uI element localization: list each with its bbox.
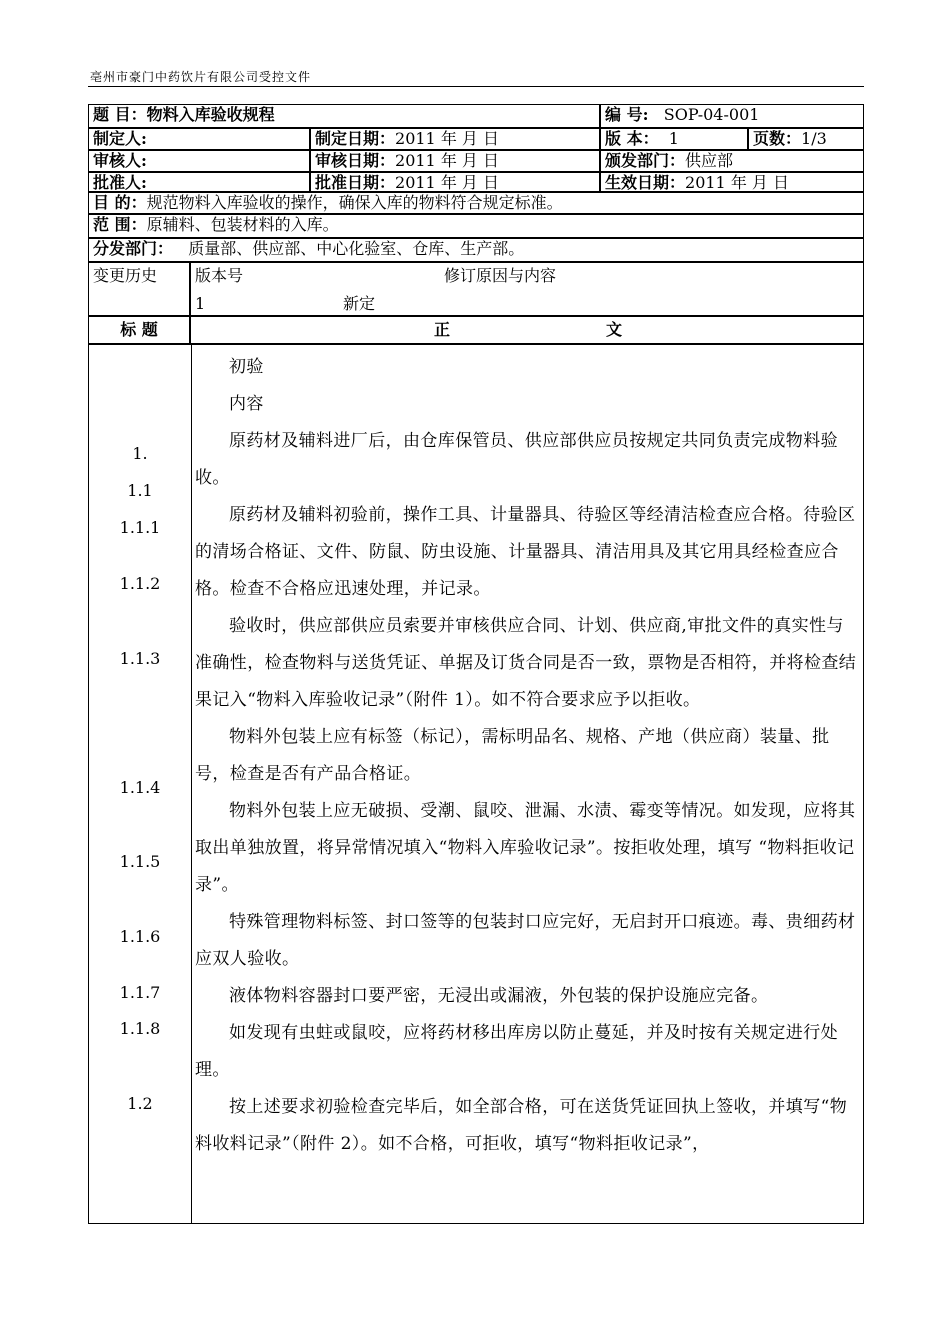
paragraph: 验收时，供应部供应员索要并审核供应合同、计划、供应商,审批文件的真实性与准确性，检查物料与送货凭证、单据及订货合同是否一致，票物是否相符，并将检查结果记入“物料入库验收记录”（附件 1）。如不符合要求应予以拒收。	[195, 616, 857, 710]
history-label-cell	[88, 262, 190, 316]
history-row-version: 1	[195, 294, 206, 313]
distribution-label: 分发部门：	[93, 239, 174, 258]
paragraph: 特殊管理物料标签、封口签等的包装封口应完好，无启封开口痕迹。毒、贵细药材应双人验收。	[195, 912, 856, 969]
review-date-label: 审核日期：	[315, 151, 396, 170]
version-cell	[600, 128, 748, 150]
pages-value: 1/3	[801, 129, 827, 148]
clause-number: 1.2	[127, 1094, 153, 1113]
approve-date-cell	[310, 172, 600, 192]
author-cell	[88, 128, 310, 150]
company-header: 亳州市豪门中药饮片有限公司受控文件	[90, 70, 312, 84]
pages-cell	[748, 128, 864, 150]
body-column-divider	[191, 345, 192, 1223]
code-label: 编 号:	[605, 105, 649, 124]
author-date-value: 2011 年 月 日	[395, 129, 499, 148]
title-value: 物料入库验收规程	[146, 105, 275, 124]
approver-cell	[88, 172, 310, 192]
clause-number: 1.1.7	[119, 983, 161, 1002]
title-cell	[88, 104, 600, 128]
clause-number: 1.1.3	[119, 649, 161, 668]
review-date-cell	[310, 150, 600, 172]
approver-label: 批准人:	[93, 173, 147, 192]
history-col-reason: 修订原因与内容	[444, 266, 557, 285]
scope-label: 范 围：	[93, 215, 147, 234]
pages-label: 页数：	[753, 129, 802, 148]
paragraph: 物料外包装上应无破损、受潮、鼠咬、泄漏、水渍、霉变等情况。如发现，应将其取出单独放置，将异常情况填入“物料入库验收记录”。按拒收处理，填写 “物料拒收记录”。	[195, 801, 856, 895]
code-cell	[600, 104, 864, 128]
author-label: 制定人:	[93, 129, 147, 148]
clause-number: 1.1.6	[119, 927, 161, 946]
body-section	[88, 344, 864, 1224]
dept-value: 供应部	[685, 151, 734, 170]
distribution-cell	[88, 238, 864, 262]
version-value: 1	[668, 129, 679, 148]
paragraph: 液体物料容器封口要严密，无浸出或漏液，外包装的保护设施应完备。	[229, 986, 769, 1006]
paragraph: 原药材及辅料初验前，操作工具、计量器具、待验区等经清洁检查应合格。待验区的清场合格证、文件、防鼠、防虫设施、计量器具、清洁用具及其它用具经检查应合格。检查不合格应迅速处理，并记录。	[195, 505, 856, 599]
history-col-version: 版本号	[195, 266, 244, 285]
clause-number: 1.1.2	[119, 574, 161, 593]
reviewer-label: 审核人:	[93, 151, 147, 170]
clause-number: 1.1.8	[119, 1019, 161, 1038]
author-date-label: 制定日期：	[315, 129, 396, 148]
clause-number: 1.	[132, 444, 148, 463]
effective-value: 2011 年 月 日	[685, 173, 789, 192]
reviewer-cell	[88, 150, 310, 172]
author-date-cell	[310, 128, 600, 150]
scope-value: 原辅料、包装材料的入库。	[146, 215, 339, 234]
clause-number: 1.1.4	[119, 778, 161, 797]
dept-cell	[600, 150, 864, 172]
section-title: 标 题	[120, 320, 158, 339]
clause-number: 1.1.1	[119, 518, 161, 537]
header-rule	[88, 86, 864, 87]
review-date-value: 2011 年 月 日	[395, 151, 499, 170]
clause-number: 1.1.5	[119, 852, 161, 871]
purpose-label: 目 的：	[93, 193, 147, 212]
paragraph: 内容	[229, 394, 264, 414]
approve-date-label: 批准日期：	[315, 173, 396, 192]
paragraph: 原药材及辅料进厂后，由仓库保管员、供应部供应员按规定共同负责完成物料验收。	[195, 431, 838, 488]
version-label: 版 本：	[605, 129, 659, 148]
approve-date-value: 2011 年 月 日	[395, 173, 499, 192]
scope-cell	[88, 214, 864, 238]
paragraph: 如发现有虫蛀或鼠咬，应将药材移出库房以防止蔓延，并及时按有关规定进行处理。	[195, 1023, 838, 1080]
clause-number: 1.1	[127, 481, 153, 500]
history-table	[190, 262, 864, 316]
effective-cell	[600, 172, 864, 192]
code-value: SOP-04-001	[663, 105, 760, 124]
purpose-cell	[88, 192, 864, 214]
paragraph: 初验	[229, 357, 264, 377]
section-body-char-b: 文	[606, 320, 623, 339]
section-title-cell	[88, 316, 190, 344]
effective-label: 生效日期：	[605, 173, 686, 192]
paragraph: 按上述要求初验检查完毕后，如全部合格，可在送货凭证回执上签收，并填写“物料收料记录”（附件 2）。如不合格，可拒收，填写“物料拒收记录”，	[195, 1097, 848, 1154]
title-label: 题 目：	[93, 105, 147, 124]
distribution-value: 质量部、供应部、中心化验室、仓库、生产部。	[188, 239, 525, 258]
section-body-cell	[190, 316, 864, 344]
section-body-char-a: 正	[434, 320, 451, 339]
history-row-reason: 新定	[343, 294, 376, 313]
body-text	[195, 349, 861, 1163]
history-label: 变更历史	[93, 266, 158, 285]
purpose-value: 规范物料入库验收的操作，确保入库的物料符合规定标准。	[146, 193, 563, 212]
paragraph: 物料外包装上应有标签（标记），需标明品名、规格、产地（供应商）装量、批号，检查是否有产品合格证。	[195, 727, 830, 784]
dept-label: 颁发部门：	[605, 151, 686, 170]
